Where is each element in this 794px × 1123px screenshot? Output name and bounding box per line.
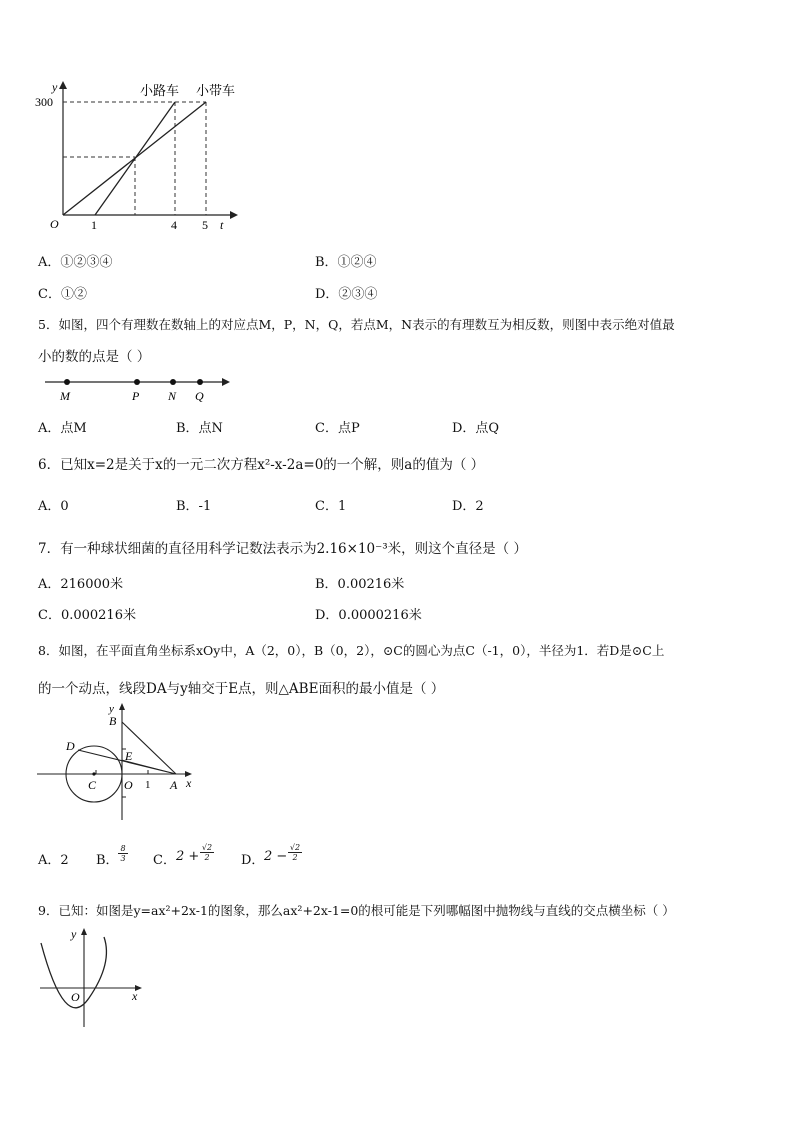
point-p-label: P (132, 389, 140, 403)
number-line-arrow-icon (222, 378, 230, 386)
label-y: y (71, 927, 77, 941)
origin-label: O (50, 217, 59, 231)
segment-ba (122, 722, 176, 774)
label-x: x (132, 989, 138, 1003)
fraction-numerator: √2 (289, 843, 301, 852)
q4-option-a: A．①②③④ (38, 255, 113, 270)
q7-option-b: B．0.00216米 (315, 577, 405, 592)
q6-option-a: A．0 (38, 499, 69, 514)
q4-option-d: D．②③④ (315, 287, 378, 302)
q4-distance-time-graph (30, 75, 260, 235)
q6-option-d: D．2 (452, 499, 484, 514)
q6-option-c: C．1 (315, 499, 347, 514)
label-a: A (170, 778, 178, 792)
line-label-1: 小路车 (140, 83, 180, 98)
q8-option-d-integer: 2 − (264, 849, 288, 864)
q8-option-a: A．2 (38, 853, 69, 868)
label-one: 1 (145, 779, 151, 791)
q8-option-b-fraction (118, 844, 128, 863)
center-c-dot (92, 772, 95, 775)
label-o: O (124, 778, 133, 792)
q5-stem-line2: 小的数的点是（ ） (38, 349, 151, 365)
point-n-dot (170, 379, 176, 385)
point-q-dot (197, 379, 203, 385)
label-e: E (125, 749, 133, 763)
label-x: x (186, 776, 192, 790)
q6-stem: 6．已知x=2是关于x的一元二次方程x²-x-2a=0的一个解，则a的值为（ ） (38, 457, 485, 473)
point-q-label: Q (195, 389, 204, 403)
q5-number-line (40, 372, 240, 404)
q8-stem-line1: 8．如图，在平面直角坐标系xOy中，A（2，0），B（0，2），⊙C的圆心为点C（-1，0），半径为1．若D是⊙C上 (38, 643, 665, 658)
q7-option-a: A．216000米 (38, 577, 124, 592)
q8-option-c-prefix: C． (153, 853, 176, 868)
fraction-denominator: 2 (204, 853, 210, 862)
label-b: B (109, 714, 117, 728)
q5-option-a: A．点M (38, 421, 87, 436)
label-y: y (109, 703, 114, 715)
point-n-label: N (168, 389, 177, 403)
q7-option-c: C．0.000216米 (38, 608, 136, 623)
q9-stem: 9．已知：如图是y=ax²+2x-1的图象，那么ax²+2x-1=0的根可能是下列哪幅图中抛物线与直线的交点横坐标（ ） (38, 903, 675, 918)
q8-option-b-prefix: B． (96, 853, 119, 868)
y-axis-label: y (52, 80, 58, 94)
x-tick-5: 5 (202, 218, 208, 232)
point-p-dot (134, 379, 140, 385)
fraction-denominator: 3 (120, 854, 126, 863)
q5-stem-line1: 5．如图，四个有理数在数轴上的对应点M，P，N，Q，若点M，N表示的有理数互为相反数，则图中表示绝对值最 (38, 317, 675, 332)
q6-option-b: B．-1 (176, 499, 212, 514)
y-axis-arrow-icon (59, 81, 67, 89)
t-axis-arrow-icon (230, 211, 238, 219)
point-m-dot (64, 379, 70, 385)
label-c: C (88, 778, 97, 792)
y-axis-arrow-icon (81, 928, 87, 935)
t-axis-label: t (220, 218, 224, 232)
fraction-denominator: 2 (292, 853, 298, 862)
q8-option-c-fraction (200, 843, 214, 862)
q4-option-c: C．①② (38, 287, 87, 302)
q9-parabola-graph (35, 925, 150, 1030)
q8-stem-line2: 的一个动点，线段DA与y轴交于E点，则△ABE面积的最小值是（ ） (38, 681, 445, 697)
q5-option-c: C．点P (315, 421, 360, 436)
q8-geometry-figure (35, 700, 205, 825)
y-tick-300: 300 (35, 95, 53, 109)
point-m-label: M (60, 389, 70, 403)
label-o: O (71, 990, 80, 1004)
q7-stem: 7．有一种球状细菌的直径用科学记数法表示为2.16×10⁻³米，则这个直径是（ ） (38, 541, 527, 557)
q7-option-d: D．0.0000216米 (315, 608, 422, 623)
x-tick-1: 1 (91, 218, 97, 232)
q5-option-d: D．点Q (452, 421, 500, 436)
line-from-t1 (95, 102, 175, 215)
q8-option-d-fraction (288, 843, 302, 862)
q5-option-b: B．点N (176, 421, 223, 436)
fraction-numerator: √2 (201, 843, 213, 852)
fraction-numerator: 8 (118, 844, 128, 854)
x-tick-4: 4 (171, 218, 177, 232)
line-label-2: 小带车 (196, 83, 236, 98)
q4-option-b: B．①②④ (315, 255, 377, 270)
q8-option-d-prefix: D． (241, 853, 265, 868)
y-axis-arrow-icon (119, 703, 125, 710)
q8-option-c-integer: 2 + (176, 849, 200, 864)
label-d: D (66, 739, 75, 753)
